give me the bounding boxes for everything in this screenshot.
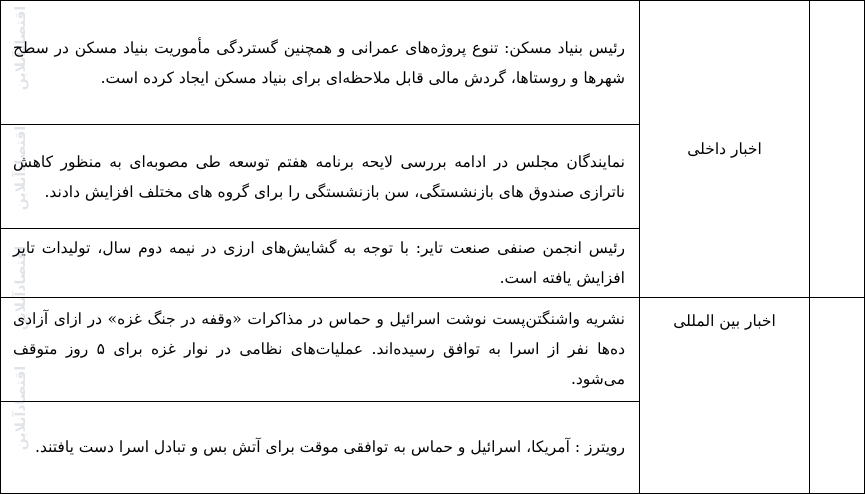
news-item: رئیس انجمن صنفی صنعت تایر: با توجه به گشایش‌های ارزی در نیمه دوم سال، تولیدات تایر افزایش یافته است. xyxy=(1,229,640,297)
news-item: نشریه واشنگتن‌پست نوشت اسرائیل و حماس در مذاکرات «وقفه در جنگ غزه» در ازای آزادی ده‌ها نفر از اسرا به توافق رسیده‌اند. عملیات‌های نظامی در نوار غزه برای ۵ روز متوقف می‌شود. xyxy=(1,297,640,401)
watermark-text: اقتصادآنلاین xyxy=(13,245,29,331)
category-label: اخبار بین المللی xyxy=(673,311,776,330)
news-item: رئیس بنیاد مسکن: تنوع پروژه‌های عمرانی و همچنین گستردگی مأموریت بنیاد مسکن در سطح شهرها و روستاها، گردش مالی قابل ملاحظه‌ای برای بنیاد مسکن ایجاد کرده است. xyxy=(1,1,640,125)
category-cell-international xyxy=(640,297,810,493)
category-label: اخبار داخلی xyxy=(687,139,762,158)
watermark-text: اقتصادآنلاین xyxy=(13,365,29,451)
row-index-cell xyxy=(810,297,865,493)
table-row xyxy=(1,1,865,125)
table-row xyxy=(1,297,865,401)
row-index-cell xyxy=(810,1,865,298)
watermark-text: اقتصادآنلاین xyxy=(13,5,29,91)
news-item: نمایندگان مجلس در ادامه بررسی لایحه برنامه هفتم توسعه طی مصوبه‌ای به منظور کاهش ناترازی صندوق های بازنشستگی، سن بازنشستگی را برای گروه های مختلف افزایش دادند. xyxy=(1,125,640,229)
category-cell-domestic xyxy=(640,1,810,298)
news-item: رویترز : آمریکا، اسرائیل و حماس به توافقی موقت برای آتش بس و تبادل اسرا دست یافتند. xyxy=(1,401,640,493)
watermark-text: اقتصادآنلاین xyxy=(13,125,29,211)
